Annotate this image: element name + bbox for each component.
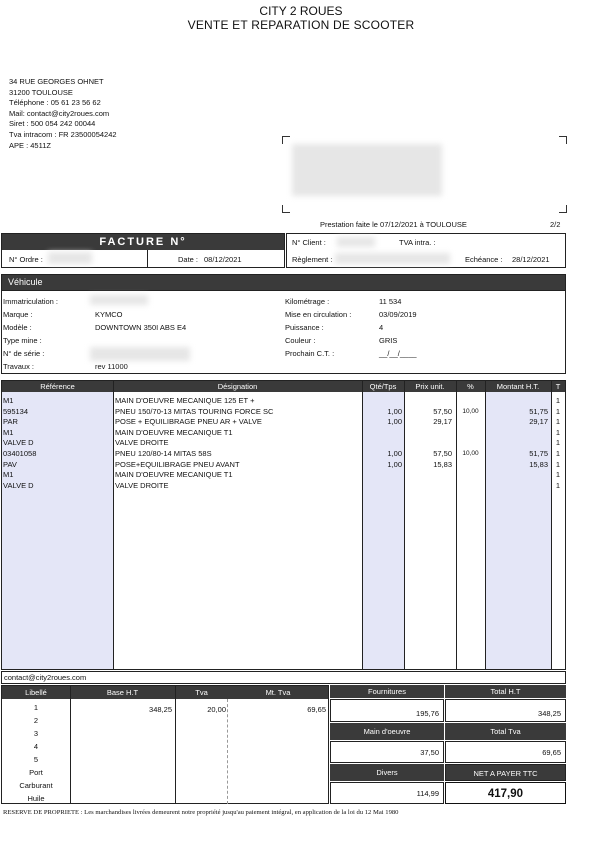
line-montant <box>485 470 548 481</box>
company-mail: Mail: contact@city2roues.com <box>9 108 110 118</box>
table-row <box>2 470 565 481</box>
line-reference: M1 <box>3 470 14 480</box>
line-t: 1 <box>555 417 561 427</box>
page-number: 2/2 <box>550 220 561 229</box>
reserve-propriete: RESERVE DE PROPRIETE : Les marchandises livrées demeurent notre propriété jusqu'au paiement intégral, en application de la loi du 12 Mai 1980 <box>3 809 399 816</box>
tax-header-base: Base H.T <box>106 688 139 697</box>
redacted-client-address <box>292 144 442 196</box>
line-qty: 1,00 <box>387 406 402 416</box>
tax-row-label: 5 <box>33 755 39 764</box>
line-qty <box>362 428 402 439</box>
tax-row-label: 1 <box>33 703 39 712</box>
divers-label: Divers <box>330 764 444 781</box>
vehicle-field-value: GRIS <box>379 336 398 345</box>
line-pct <box>456 460 485 471</box>
header-designation: Désignation <box>217 382 258 391</box>
tax-header <box>2 686 328 699</box>
redacted-client <box>337 237 375 247</box>
tax-header-mt: Mt. Tva <box>265 688 291 697</box>
line-reference: PAV <box>3 459 17 469</box>
col-divider <box>70 686 71 803</box>
date-label: Date : <box>178 255 199 264</box>
company-ape: APE : 4511Z <box>9 140 51 150</box>
client-label: N° Client : <box>292 238 326 247</box>
line-qty <box>362 481 402 492</box>
line-reference: 595134 <box>3 406 29 416</box>
company-tagline: VENTE ET REPARATION DE SCOOTER <box>187 18 415 32</box>
table-row <box>2 449 565 460</box>
vehicle-field-label: Type mine : <box>3 336 42 345</box>
frame-corner-br <box>559 205 567 213</box>
total-tva-value: 69,65 <box>445 741 566 763</box>
line-designation: MAIN D'OEUVRE MECANIQUE T1 <box>115 470 233 480</box>
divider <box>147 250 148 267</box>
line-montant: 51,75 <box>529 406 548 416</box>
table-row <box>2 460 565 471</box>
echeance-date: 28/12/2021 <box>512 255 550 264</box>
redacted-immatriculation <box>90 295 148 305</box>
vehicle-field-label: Couleur : <box>285 336 316 345</box>
divider <box>2 290 565 291</box>
fournitures-value: 195,76 <box>330 699 444 722</box>
line-pct <box>456 470 485 481</box>
line-qty: 1,00 <box>387 459 402 469</box>
line-montant <box>485 428 548 439</box>
vehicle-field-label: Marque : <box>3 310 33 319</box>
header-qty: Qté/Tps <box>369 382 397 391</box>
line-designation: VALVE DROITE <box>115 480 169 490</box>
header-pct: % <box>467 382 474 391</box>
address-city: 31200 TOULOUSE <box>9 87 73 97</box>
line-reference: VALVE D <box>3 480 34 490</box>
tax-row-label: Port <box>29 768 43 777</box>
divers-value: 114,99 <box>330 782 444 804</box>
company-siret: Siret : 500 054 242 00044 <box>9 119 96 129</box>
line-pct: 10,00 <box>462 407 479 415</box>
col-divider <box>175 686 176 803</box>
company-name: CITY 2 ROUES <box>259 4 343 18</box>
tva-intra-label: TVA intra. : <box>399 238 436 247</box>
line-t: 1 <box>555 449 561 458</box>
header-montant: Montant H.T. <box>496 382 540 391</box>
vehicle-field-value: rev 11000 <box>95 362 128 371</box>
line-reference: PAR <box>3 417 18 427</box>
redacted-reglement <box>335 253 450 264</box>
line-designation: PNEU 150/70-13 MITAS TOURING FORCE SC <box>115 406 274 416</box>
lines-header <box>2 381 565 392</box>
line-reference: VALVE D <box>3 438 34 448</box>
vehicle-field-label: Immatriculation : <box>3 297 59 306</box>
table-row <box>2 428 565 439</box>
line-qty: 1,00 <box>387 417 402 427</box>
vehicle-field-label: N° de série : <box>3 349 45 358</box>
redacted-serie <box>90 347 190 361</box>
vehicle-field-label: Puissance : <box>285 323 324 332</box>
reglement-label: Règlement : <box>292 255 333 264</box>
header-reference: Référence <box>40 382 75 391</box>
vehicle-field-label: Mise en circulation : <box>285 310 352 319</box>
line-prix: 57,50 <box>433 406 452 416</box>
table-row <box>2 481 565 492</box>
line-designation: PNEU 120/80-14 MITAS 58S <box>115 449 212 458</box>
line-reference: M1 <box>3 427 14 437</box>
table-row <box>2 396 565 407</box>
invoice-date: 08/12/2021 <box>204 255 242 264</box>
total-tva-label: Total Tva <box>445 723 566 740</box>
line-montant: 51,75 <box>529 449 548 458</box>
tax-base-value: 348,25 <box>149 705 172 714</box>
line-montant <box>485 438 548 449</box>
line-qty <box>362 396 402 407</box>
main-oeuvre-value: 37,50 <box>330 741 444 763</box>
line-designation: POSE+EQUILIBRAGE PNEU AVANT <box>115 459 240 469</box>
line-reference: M1 <box>3 396 14 405</box>
vehicle-field-value: __/__/____ <box>379 349 417 358</box>
line-prix: 57,50 <box>433 449 452 458</box>
echeance-label: Echéance : <box>465 255 503 264</box>
line-qty <box>362 438 402 449</box>
frame-corner-tl <box>282 136 290 144</box>
tax-header-libelle: Libellé <box>25 688 47 697</box>
line-t: 1 <box>555 396 561 405</box>
table-row <box>2 417 565 428</box>
line-t: 1 <box>555 406 561 416</box>
fournitures-label: Fournitures <box>330 685 444 698</box>
table-row <box>2 438 565 449</box>
vehicle-field-value: 03/09/2019 <box>379 310 417 319</box>
line-t: 1 <box>555 459 561 469</box>
invoice-number-box <box>1 233 285 268</box>
tax-mt-value: 69,65 <box>307 705 326 714</box>
vehicle-field-label: Modèle : <box>3 323 32 332</box>
line-designation: MAIN D'OEUVRE MECANIQUE 125 ET + <box>115 396 255 405</box>
company-phone: Téléphone : 05 61 23 56 62 <box>9 98 101 108</box>
line-t: 1 <box>555 480 561 490</box>
header-prix: Prix unit. <box>415 382 445 391</box>
line-qty: 1,00 <box>387 449 402 458</box>
total-ht-value: 348,25 <box>445 699 566 722</box>
line-montant: 15,83 <box>529 459 548 469</box>
frame-corner-tr <box>559 136 567 144</box>
tax-row-label: Carburant <box>19 781 53 790</box>
line-prix <box>404 438 452 449</box>
vehicle-section-title: Véhicule <box>2 275 565 290</box>
line-reference: 03401058 <box>3 449 37 458</box>
tax-row-label: 3 <box>33 729 39 738</box>
vehicle-field-value: 4 <box>379 323 384 332</box>
frame-corner-bl <box>282 205 290 213</box>
line-pct: 10,00 <box>462 450 479 457</box>
vehicle-field-value: DOWNTOWN 350I ABS E4 <box>95 323 187 332</box>
line-pct <box>456 481 485 492</box>
line-montant <box>485 396 548 407</box>
line-designation: POSE + EQUILIBRAGE PNEU AR + VALVE <box>115 417 262 427</box>
line-pct <box>456 428 485 439</box>
prestation-text: Prestation faite le 07/12/2021 à TOULOUSE <box>320 220 467 229</box>
ordre-label: N° Ordre : <box>9 255 43 264</box>
tax-header-tva: Tva <box>195 688 208 697</box>
tax-tva-value: 20,00 <box>207 705 226 714</box>
company-tva: Tva intracom : FR 23500054242 <box>9 129 117 139</box>
footer-email: contact@city2roues.com <box>4 673 87 682</box>
invoice-lines-table <box>1 380 566 670</box>
line-prix <box>404 428 452 439</box>
vehicle-field-label: Kilométrage : <box>285 297 330 306</box>
table-row <box>2 407 565 418</box>
line-prix <box>404 396 452 407</box>
invoice-title: FACTURE N° <box>2 234 284 250</box>
line-prix <box>404 470 452 481</box>
line-pct <box>456 396 485 407</box>
address-line: 34 RUE GEORGES OHNET <box>9 77 104 86</box>
vehicle-field-value: 11 534 <box>379 297 402 306</box>
tax-table <box>1 685 329 804</box>
company-address-block <box>9 77 117 151</box>
line-prix <box>404 481 452 492</box>
vehicle-field-value: KYMCO <box>95 310 123 319</box>
line-qty <box>362 470 402 481</box>
line-t: 1 <box>555 470 561 480</box>
line-prix: 15,83 <box>433 459 452 469</box>
redacted-ordre <box>48 252 92 264</box>
line-montant <box>485 481 548 492</box>
line-designation: MAIN D'OEUVRE MECANIQUE T1 <box>115 427 233 437</box>
tax-row-label: 2 <box>33 716 39 725</box>
tax-row-label: Huile <box>27 794 45 803</box>
line-t: 1 <box>555 427 561 437</box>
net-value: 417,90 <box>445 782 566 804</box>
line-designation: VALVE DROITE <box>115 438 169 448</box>
line-t: 1 <box>555 438 561 448</box>
footer-email-bar <box>1 671 566 684</box>
net-label: NET A PAYER TTC <box>445 764 566 781</box>
line-prix: 29,17 <box>433 417 452 427</box>
line-montant: 29,17 <box>529 417 548 427</box>
vehicle-field-label: Prochain C.T. : <box>285 349 335 358</box>
line-pct <box>456 438 485 449</box>
total-ht-label: Total H.T <box>445 685 566 698</box>
client-info-box <box>286 233 566 268</box>
main-oeuvre-label: Main d'oeuvre <box>330 723 444 740</box>
line-pct <box>456 417 485 428</box>
tax-row-label: 4 <box>33 742 39 751</box>
vehicle-section <box>1 274 566 374</box>
vehicle-field-label: Travaux : <box>3 362 34 371</box>
header-t: T <box>555 382 561 391</box>
